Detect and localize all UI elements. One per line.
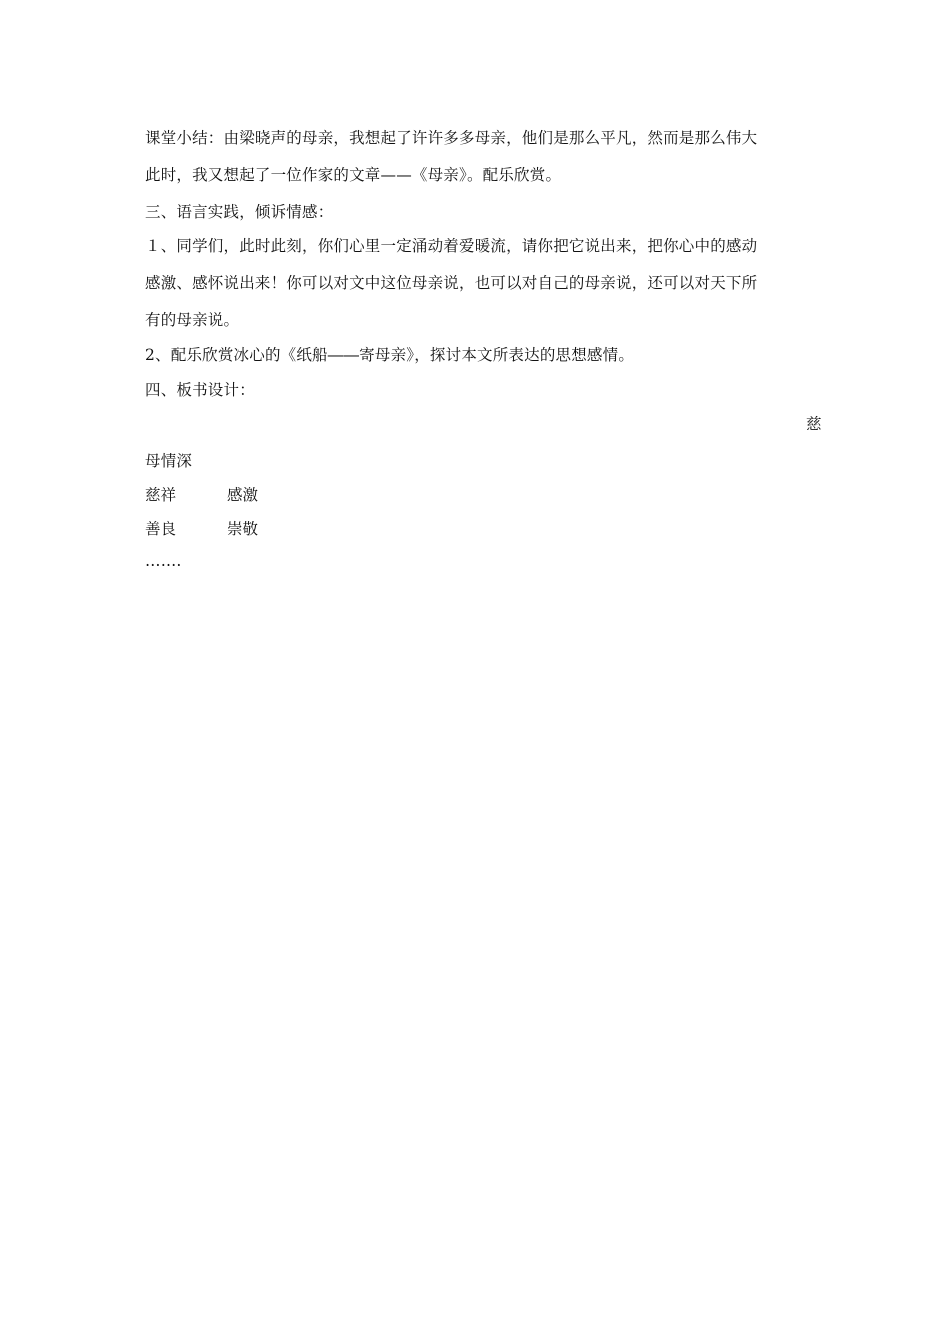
paragraph-summary-line-2: 此时，我又想起了一位作家的文章——《母亲》。配乐欣赏。 <box>145 166 562 184</box>
board-row <box>145 519 258 539</box>
board-right-char: 慈 <box>806 415 822 433</box>
board-row <box>145 485 258 505</box>
section-heading-3: 三、语言实践，倾诉情感： <box>145 203 334 221</box>
board-row-left: 善良 <box>145 520 177 538</box>
paragraph-summary-line-1: 课堂小结：由梁晓声的母亲，我想起了许许多多母亲，他们是那么平凡，然而是那么伟大 <box>145 129 758 147</box>
paragraph-item-2: 2、配乐欣赏冰心的《纸船――寄母亲》，探讨本文所表达的思想感情。 <box>145 346 635 364</box>
section-heading-4: 四、板书设计： <box>145 381 255 399</box>
paragraph-item-1-line-3: 有的母亲说。 <box>145 311 240 329</box>
board-row-right: 崇敬 <box>227 520 259 538</box>
board-title-line: 母情深 <box>145 452 193 470</box>
paragraph-item-1-line-2: 感激、感怀说出来！你可以对文中这位母亲说，也可以对自己的母亲说，还可以对天下所 <box>145 274 758 292</box>
board-row-right: 感激 <box>227 486 259 504</box>
board-row-left: 慈祥 <box>145 486 177 504</box>
paragraph-item-1-line-1: １、同学们，此时此刻，你们心里一定涌动着爱暖流，请你把它说出来，把你心中的感动 <box>145 237 758 255</box>
board-ellipsis: ……. <box>145 552 182 570</box>
